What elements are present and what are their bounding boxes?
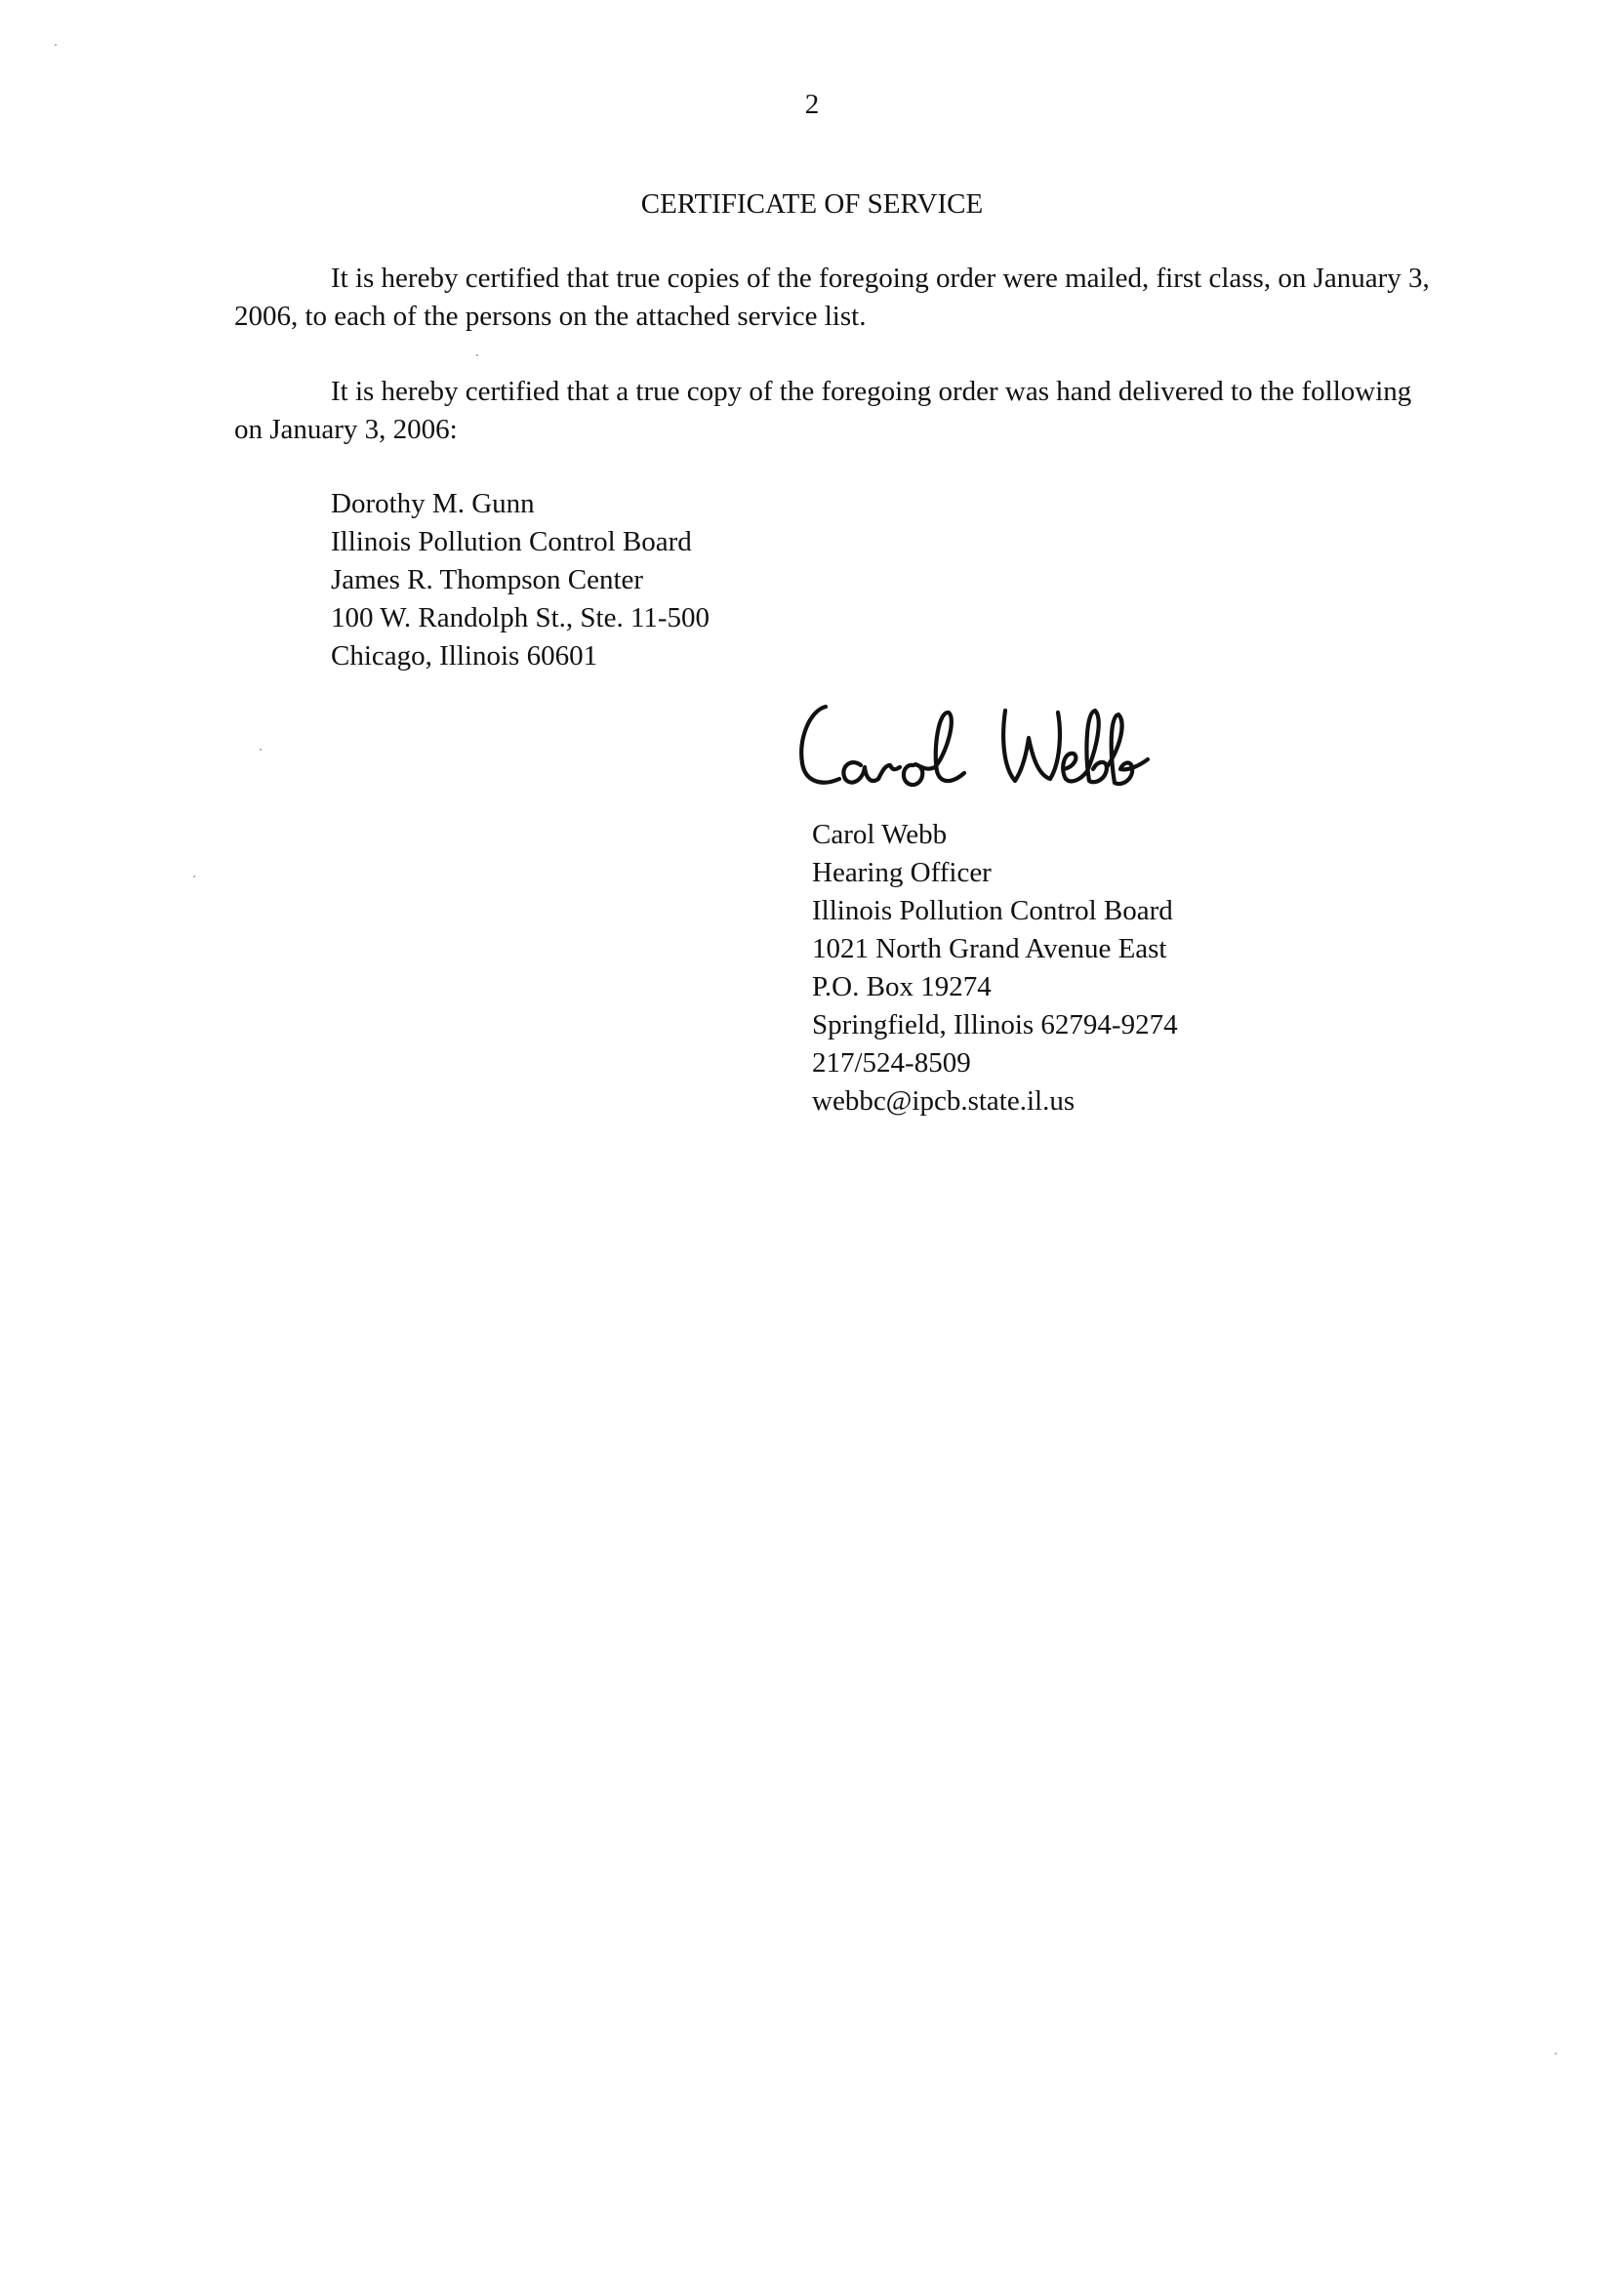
recipient-address-block	[331, 485, 710, 675]
document-title: CERTIFICATE OF SERVICE	[640, 188, 984, 220]
signer-city: Springfield, Illinois 62794-9274	[812, 1009, 1178, 1040]
recipient-organization: Illinois Pollution Control Board	[331, 526, 692, 557]
signer-po-box: P.O. Box 19274	[812, 971, 992, 1002]
signer-email: webbc@ipcb.state.il.us	[812, 1085, 1076, 1117]
recipient-name: Dorothy M. Gunn	[331, 488, 535, 519]
signer-phone: 217/524-8509	[812, 1047, 971, 1079]
signer-name: Carol Webb	[812, 819, 948, 850]
scan-speck	[55, 44, 57, 46]
page-number: 2	[804, 89, 820, 120]
signer-address-block	[812, 816, 1178, 1121]
handwritten-signature	[789, 689, 1198, 806]
scan-speck	[476, 354, 478, 356]
signer-title: Hearing Officer	[812, 857, 992, 888]
recipient-building: James R. Thompson Center	[331, 564, 644, 595]
scan-speck	[260, 749, 262, 751]
scan-speck	[1555, 2053, 1557, 2055]
service-mail-paragraph: It is hereby certified that true copies of the foregoing order were mailed, first class, on January 3, 2006, to each of the persons on the attached service list.	[234, 263, 1430, 332]
recipient-city: Chicago, Illinois 60601	[331, 640, 598, 672]
recipient-street: 100 W. Randolph St., Ste. 11-500	[331, 602, 710, 633]
hand-delivery-paragraph: It is hereby certified that a true copy of the foregoing order was hand delivered to the following on January 3, 2006:	[234, 376, 1412, 445]
scan-speck	[193, 876, 195, 877]
signer-street: 1021 North Grand Avenue East	[812, 933, 1167, 964]
signer-organization: Illinois Pollution Control Board	[812, 895, 1173, 926]
